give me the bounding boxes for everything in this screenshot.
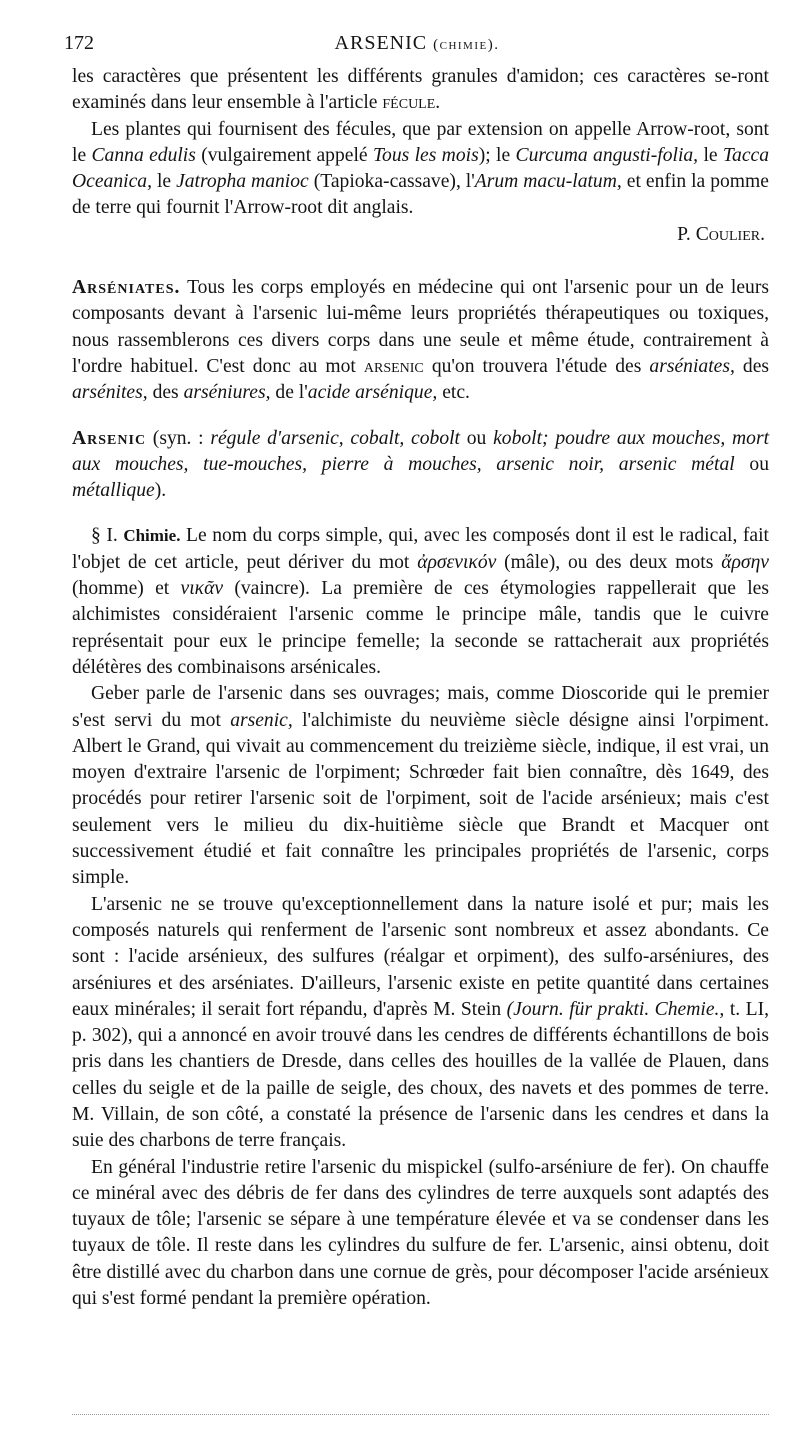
text-run: Les plantes qui fournisent des fécules, que par extension on appelle Arrow-root, sont le bbox=[72, 118, 769, 166]
synonym: kobolt; bbox=[493, 427, 549, 449]
text-run: (mâle), ou des deux mots bbox=[504, 551, 714, 573]
running-head-subtitle: (chimie). bbox=[433, 37, 500, 53]
greek-word: νικᾶν bbox=[180, 578, 224, 600]
text-run: etc. bbox=[442, 382, 470, 404]
synonym: arsenic métal bbox=[618, 453, 735, 475]
text-run: Le nom du corps simple, qui, avec les composés dont il est le radical, fait l'objet de cet article, peut dériver du mot bbox=[72, 525, 769, 573]
text-run: (vaincre). La première de ces étymologies rappellerait que les alchimistes considéraient l'arsenic comme le principe mâle, tandis que le cuivre représentait pour eux le principe femelle; la seconde se rattacherait aux propriétés délétères des combinaisons arsénicales. bbox=[72, 578, 769, 678]
term: arséniates, bbox=[649, 355, 735, 377]
synonym: arsenic noir, bbox=[496, 453, 605, 475]
text-run: des bbox=[742, 355, 770, 377]
chimie-occurrence-paragraph bbox=[72, 892, 769, 1155]
text-run: ou bbox=[749, 453, 769, 475]
cross-reference: fécule. bbox=[382, 92, 441, 114]
synonym: tue-mouches, bbox=[203, 453, 308, 475]
text-run: t. LI, p. 302), qui a annoncé en avoir trouvé dans les cendres de différents échantillons de bois pris dans les chantiers de Dresde, dans celles des houilles de la vallée de Plauen, dans celles du seigle et de la paille de seigle, des choux, des navets et des pommes de terre. M. Villain, de son côté, a constaté la présence de l'arsenic dans les cendres et dans la suie des charbons de terre français. bbox=[72, 998, 770, 1152]
text-run: Tous les corps employés en médecine qui ont l'arsenic pour un de leurs composants devant à l'arsenic lui-même leurs propriétés thérapeutiques ou toxiques, nous rassemblerons ces divers corps dans une seule et même étude, contrairement à l'ordre habituel. C'est donc au mot bbox=[72, 277, 770, 377]
page-body bbox=[72, 64, 769, 1312]
chimie-industry-paragraph: En général l'industrie retire l'arsenic du mispickel (sulfo-arséniure de fer). On chauffe ce minéral avec des débris de fer dans des cylindres de terre auxquels sont adaptés des tuyaux de tôle; l'arsenic se sépare à une température élevée et va se condenser dans les tuyaux de tôle. Il reste dans les cylindres du sulfure de fer. L'arsenic, ainsi obtenu, doit être distillé avec du charbon dans une cornue de grès, pour décomposer l'acide arsénieux qui s'est formé pendant la première opération. bbox=[72, 1156, 769, 1310]
entry-heading: Arsenic bbox=[72, 427, 147, 449]
synonym: mort aux mouches, bbox=[72, 427, 770, 475]
author-signature bbox=[72, 222, 769, 248]
fecule-continuation-paragraph bbox=[72, 64, 769, 117]
section-spacer bbox=[72, 407, 769, 426]
species-name: Jatropha manioc bbox=[176, 171, 309, 193]
text-run: de l' bbox=[275, 382, 308, 404]
text-run: les caractères que présentent les différents granules d'amidon; ces caractères se-ront examinés dans leur ensemble à l'article bbox=[72, 66, 769, 114]
text-run: L'arsenic ne se trouve qu'exceptionnellement dans la nature isolé et pur; mais les composés naturels qui renferment de l'arsenic sont nombreux et assez abondants. Ce sont : l'acide arsénieux, des sulfures (réalgar et orpiment), des sulfo-arséniures, des arséniures et des arséniates. D'ailleurs, l'arsenic existe en petite quantité dans certaines eaux minérales; il serait fort répandu, d'après M. Stein bbox=[72, 893, 769, 1020]
synonym: régule d'arsenic, bbox=[210, 427, 344, 449]
section-spacer bbox=[72, 248, 769, 275]
text-run: ). bbox=[154, 480, 167, 502]
term: arséniures, bbox=[183, 382, 271, 404]
text-run: qu'on trouvera l'étude des bbox=[431, 355, 642, 377]
term: arsénites, bbox=[72, 382, 148, 404]
synonym: cobalt, bbox=[350, 427, 405, 449]
cross-reference: arsenic bbox=[363, 355, 424, 377]
signature-name: Coulier. bbox=[695, 223, 765, 245]
chimie-etymology-paragraph bbox=[72, 523, 769, 681]
text-run: des bbox=[152, 382, 179, 404]
greek-word: ἄρσην bbox=[721, 551, 769, 573]
species-name: Arum macu-latum, bbox=[474, 171, 622, 193]
page-number: 172 bbox=[64, 32, 94, 54]
section-number: § I. bbox=[91, 525, 118, 547]
fecule-plants-paragraph bbox=[72, 117, 769, 222]
running-head-title: ARSENIC bbox=[334, 32, 428, 54]
text-run: Geber parle de l'arsenic dans ses ouvrages; mais, comme Dioscoride qui le premier s'est servi du mot bbox=[72, 683, 769, 731]
text-run: ou bbox=[466, 427, 487, 449]
synonym: cobolt bbox=[411, 427, 461, 449]
synonym: pierre à mouches, bbox=[321, 453, 482, 475]
arsenic-entry bbox=[72, 426, 769, 505]
term: arsenic, bbox=[230, 709, 293, 731]
running-head bbox=[64, 30, 770, 58]
species-name: Curcuma angusti-folia, bbox=[515, 144, 699, 166]
text-run: le bbox=[156, 171, 172, 193]
section-spacer bbox=[72, 504, 769, 523]
text-run: le bbox=[703, 144, 718, 166]
common-name: Tous les mois bbox=[372, 144, 479, 166]
arseniates-entry bbox=[72, 275, 769, 406]
signature-initial: P. bbox=[677, 223, 691, 245]
text-run: ); le bbox=[478, 144, 511, 166]
greek-word: ἀρσενικόν bbox=[417, 551, 497, 573]
text-run: (Tapioka-cassave), l' bbox=[313, 171, 475, 193]
synonym: métallique bbox=[72, 480, 155, 502]
synonym: poudre aux mouches, bbox=[555, 427, 726, 449]
text-run: l'alchimiste du neuvième siècle désigne ainsi l'orpiment. Albert le Grand, qui vivait au commencement du treizième siècle, indique, il est vrai, un moyen d'extraire l'arsenic de l'orpiment; Schrœder fait bien connaître, dès 1649, des procédés pour retirer l'arsenic soit de l'orpiment, soit de l'acide arsénieux; mais c'est seulement vers le milieu du dix-huitième siècle que Brandt et Macquer ont successivement étudié et fait connaître les principales propriétés de l'arsenic, corps simple. bbox=[72, 709, 770, 889]
section-title: Chimie. bbox=[123, 526, 181, 546]
chimie-history-paragraph bbox=[72, 681, 769, 891]
species-name: Tacca Oceanica, bbox=[72, 144, 770, 193]
text-run: (syn. : bbox=[152, 427, 204, 449]
text-run: (homme) et bbox=[72, 578, 170, 600]
term: acide arsénique, bbox=[307, 382, 438, 404]
page-header bbox=[64, 30, 770, 56]
species-name: Canna edulis bbox=[91, 144, 196, 166]
entry-heading: Arséniates. bbox=[72, 277, 181, 299]
text-run: (vulgairement appelé bbox=[201, 144, 368, 166]
text-run: et enfin la pomme de terre qui fournit l'Arrow-root dit anglais. bbox=[72, 171, 769, 219]
bottom-dotted-rule bbox=[72, 1414, 769, 1415]
journal-citation: (Journ. für prakti. Chemie., bbox=[506, 998, 725, 1020]
